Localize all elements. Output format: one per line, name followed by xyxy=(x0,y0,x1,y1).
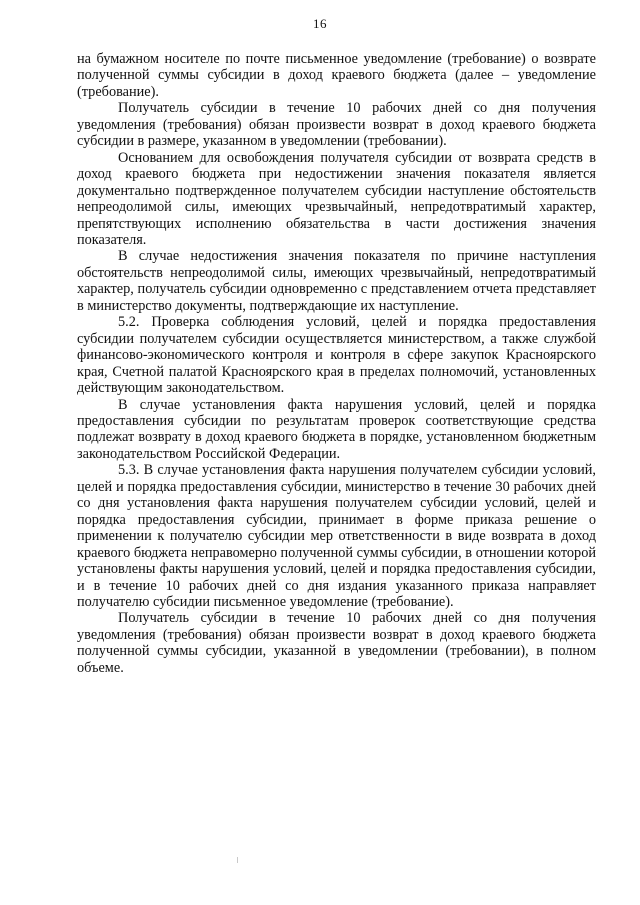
paragraph-force-majeure-documents: В случае недостижения значения показателя по причине наступления обстоятельств непреодолимой силы, имеющих чрезвычайный, непредотвратимый характер, получатель субсидии одновременно с представлением отчета представляет в министерство документы, подтверждающие их наступление. xyxy=(77,248,596,314)
scan-mark xyxy=(237,857,238,863)
page-number: 16 xyxy=(313,16,327,31)
document-body xyxy=(77,51,596,676)
paragraph-force-majeure-basis: Основанием для освобождения получателя субсидии от возврата средств в доход краевого бюджета при недостижении значения показателя является документально подтвержденное получателем субсидии наступление обстоятельств непреодолимой силы, имеющих чрезвычайный, непредотвратимый характер, препятствующих исполнению обязательства в части достижения значения показателя. xyxy=(77,149,596,248)
paragraph-clause-5-2: 5.2. Проверка соблюдения условий, целей и порядка предоставления субсидии получателем субсидии осуществляется министерством, а также службой финансово-экономического контроля и контроля в сфере закупок Красноярского края, Счетной палатой Красноярского края в пределах полномочий, установленных действующим законодательством. xyxy=(77,314,596,397)
paragraph-violation-refund: В случае установления факта нарушения условий, целей и порядка предоставления субсидии по результатам проверок соответствующие средства подлежат возврату в доход краевого бюджета в порядке, установленном бюджетным законодательством Российской Федерации. xyxy=(77,396,596,462)
paragraph-refund-deadline: Получатель субсидии в течение 10 рабочих дней со дня получения уведомления (требования) обязан произвести возврат в доход краевого бюджета субсидии в размере, указанном в уведомлении (требовании). xyxy=(77,100,596,150)
paragraph-full-refund: Получатель субсидии в течение 10 рабочих дней со дня получения уведомления (требования) обязан произвести возврат в доход краевого бюджета полученной суммы субсидии, указанной в уведомлении (требовании), в полном объеме. xyxy=(77,610,596,676)
paragraph-clause-5-3: 5.3. В случае установления факта нарушения получателем субсидии условий, целей и порядка предоставления субсидии, министерство в течение 30 рабочих дней со дня установления факта нарушения получателем субсидии условий, целей и порядка предоставления субсидии, принимает в форме приказа решение о применении к получателю субсидии мер ответственности в виде возврата в доход краевого бюджета неправомерно полученной суммы субсидии, в отношении которой установлены факты нарушения условий, целей и порядка предоставления субсидии, и в течение 10 рабочих дней со дня издания указанного приказа направляет получателю субсидии письменное уведомление (требование). xyxy=(77,462,596,610)
paragraph-continuation: на бумажном носителе по почте письменное уведомление (требование) о возврате полученной суммы субсидии в доход краевого бюджета (далее – уведомление (требование). xyxy=(77,51,596,100)
